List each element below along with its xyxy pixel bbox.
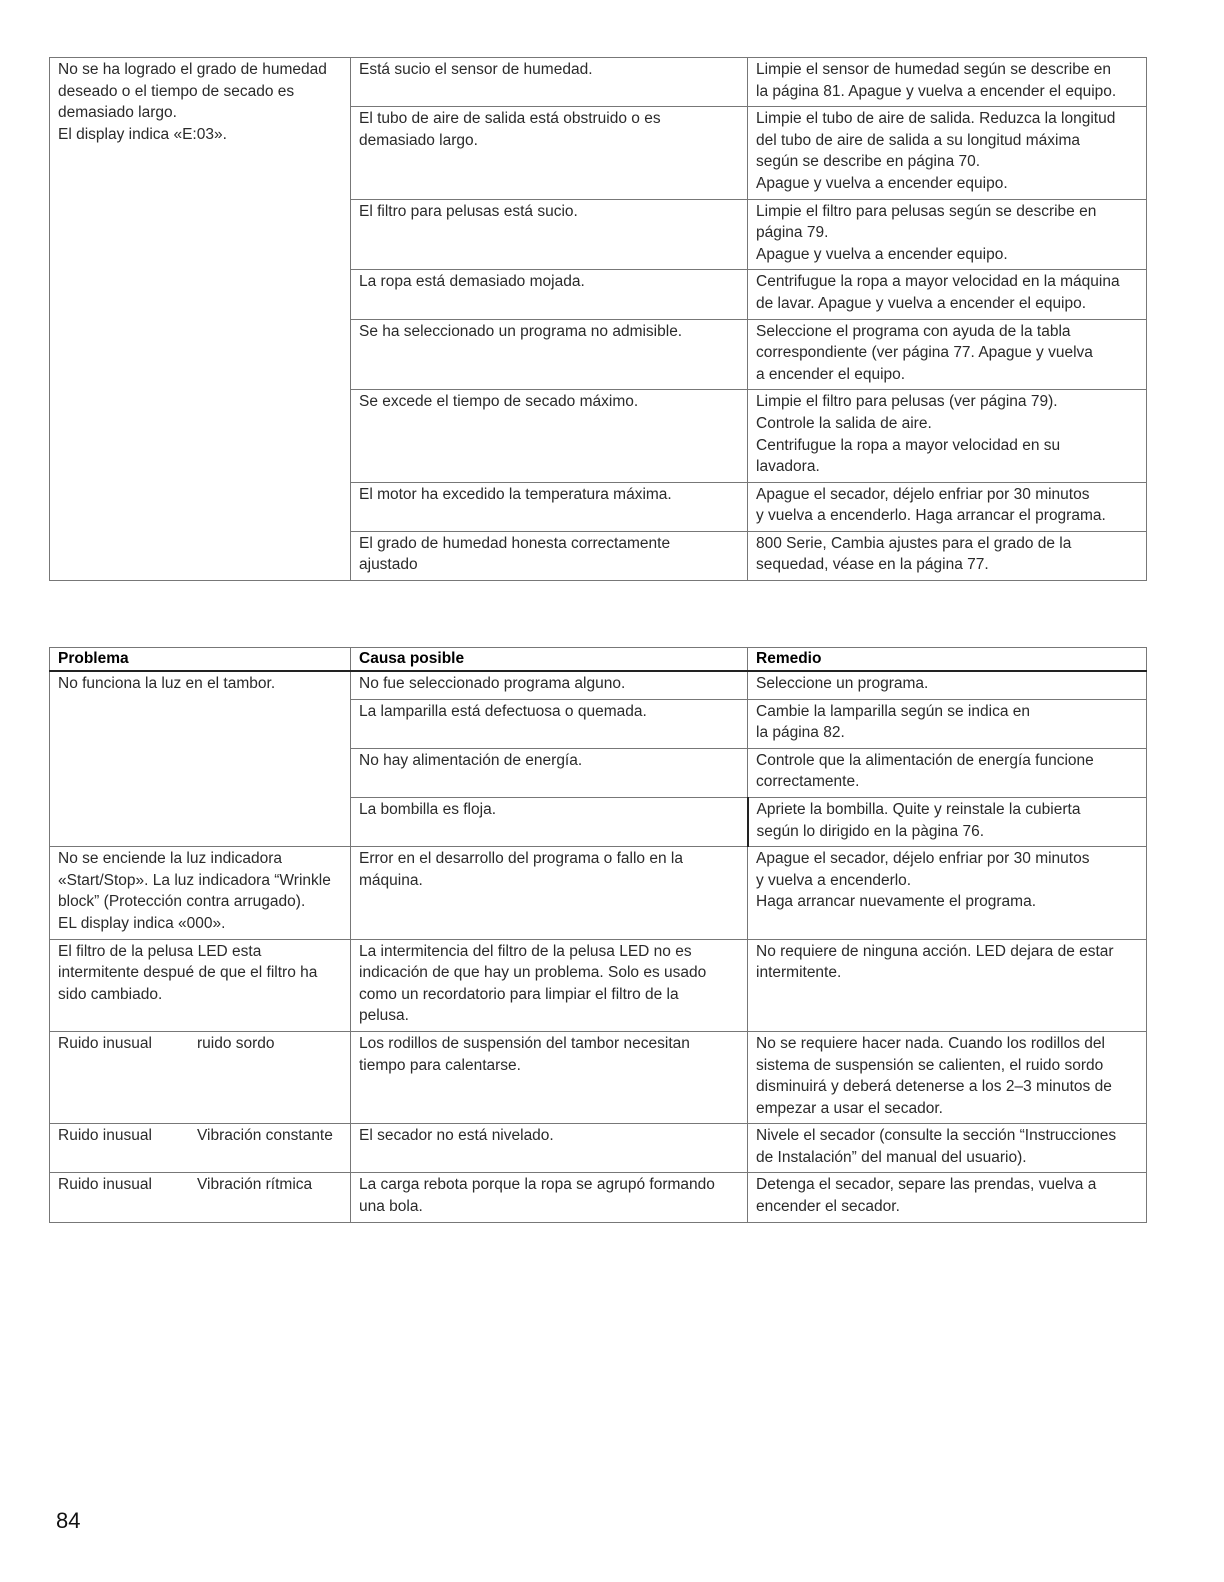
table-row	[50, 939, 1147, 1031]
table-header-row	[50, 648, 1147, 672]
remedy-cell: No se requiere hacer nada. Cuando los rodillos del sistema de suspensión se calienten, el ruido sordo disminuirá y deberá detenerse a los 2–3 minutos de empezar a usar el secador.	[748, 1031, 1147, 1123]
cause-cell: El secador no está nivelado.	[351, 1124, 748, 1173]
cause-cell: Se ha seleccionado un programa no admisible.	[351, 319, 748, 390]
problem-cell: El filtro de la pelusa LED esta intermitente despué de que el filtro ha sido cambiado.	[50, 939, 351, 1031]
remedy-cell: Seleccione el programa con ayuda de la tabla correspondiente (ver página 77. Apague y vuelva a encender el equipo.	[748, 319, 1147, 390]
problem-cell	[50, 1031, 351, 1123]
remedy-cell: Cambie la lamparilla según se indica en la página 82.	[748, 699, 1147, 748]
problem-cell	[50, 1173, 351, 1222]
cause-cell: No fue seleccionado programa alguno.	[351, 671, 748, 699]
cause-cell: No hay alimentación de energía.	[351, 748, 748, 797]
table-row	[50, 671, 1147, 699]
cause-cell: Está sucio el sensor de humedad.	[351, 58, 748, 107]
page-number: 84	[56, 1508, 81, 1533]
noise-label: Ruido inusual	[58, 1034, 152, 1052]
remedy-cell: Limpie el filtro para pelusas según se describe en página 79. Apague y vuelva a encender equipo.	[748, 199, 1147, 270]
noise-type: ruido sordo	[197, 1034, 275, 1052]
remedy-cell: Limpie el filtro para pelusas (ver página 79). Controle la salida de aire. Centrifugue la ropa a mayor velocidad en su lavadora.	[748, 390, 1147, 482]
remedy-cell: Limpie el tubo de aire de salida. Reduzca la longitud del tubo de aire de salida a su longitud máxima según se describe en página 70. Apague y vuelva a encender equipo.	[748, 107, 1147, 199]
table-row	[50, 1173, 1147, 1222]
remedy-cell: No requiere de ninguna acción. LED dejara de estar intermitente.	[748, 939, 1147, 1031]
problem-cell: No se ha logrado el grado de humedad deseado o el tiempo de secado es demasiado largo. El display indica «E:03».	[50, 58, 351, 581]
cause-cell: El tubo de aire de salida está obstruido o es demasiado largo.	[351, 107, 748, 199]
cause-cell: Se excede el tiempo de secado máximo.	[351, 390, 748, 482]
cause-cell: La intermitencia del filtro de la pelusa LED no es indicación de que hay un problema. Solo es usado como un recordatorio para limpiar el filtro de la pelusa.	[351, 939, 748, 1031]
cause-cell: Error en el desarrollo del programa o fallo en la máquina.	[351, 847, 748, 939]
remedy-cell: Apriete la bombilla. Quite y reinstale la cubierta según lo dirigido en la pàgina 76.	[748, 797, 1147, 846]
cause-cell: La lamparilla está defectuosa o quemada.	[351, 699, 748, 748]
cause-cell: La carga rebota porque la ropa se agrupó formando una bola.	[351, 1173, 748, 1222]
noise-type: Vibración constante	[197, 1127, 333, 1145]
table-row	[50, 1031, 1147, 1123]
cause-cell: La bombilla es floja.	[351, 797, 748, 846]
noise-label: Ruido inusual	[58, 1176, 152, 1194]
remedy-cell: Centrifugue la ropa a mayor velocidad en la máquina de lavar. Apague y vuelva a encender el equipo.	[748, 270, 1147, 319]
remedy-cell: 800 Serie, Cambia ajustes para el grado de la sequedad, véase en la página 77.	[748, 531, 1147, 580]
header-remedy: Remedio	[748, 648, 1147, 672]
remedy-cell: Apague el secador, déjelo enfriar por 30 minutos y vuelva a encenderlo. Haga arrancar nuevamente el programa.	[748, 847, 1147, 939]
remedy-cell: Controle que la alimentación de energía funcione correctamente.	[748, 748, 1147, 797]
problem-cell: No se enciende la luz indicadora «Start/Stop». La luz indicadora “Wrinkle block” (Protección contra arrugado). EL display indica «000».	[50, 847, 351, 939]
noise-type: Vibración rítmica	[197, 1176, 313, 1194]
problem-cell: No funciona la luz en el tambor.	[50, 671, 351, 847]
remedy-cell: Seleccione un programa.	[748, 671, 1147, 699]
remedy-cell: Limpie el sensor de humedad según se describe en la página 81. Apague y vuelva a encender el equipo.	[748, 58, 1147, 107]
remedy-cell: Nivele el secador (consulte la sección “Instrucciones de Instalación” del manual del usuario).	[748, 1124, 1147, 1173]
troubleshooting-table-humidity	[49, 57, 1147, 581]
remedy-cell: Apague el secador, déjelo enfriar por 30 minutos y vuelva a encenderlo. Haga arrancar el programa.	[748, 482, 1147, 531]
table-row	[50, 58, 1147, 107]
header-problem: Problema	[50, 648, 351, 672]
table-row	[50, 1124, 1147, 1173]
cause-cell: El filtro para pelusas está sucio.	[351, 199, 748, 270]
troubleshooting-table-main	[49, 647, 1147, 1223]
noise-label: Ruido inusual	[58, 1127, 152, 1145]
cause-cell: El grado de humedad honesta correctamente ajustado	[351, 531, 748, 580]
cause-cell: El motor ha excedido la temperatura máxima.	[351, 482, 748, 531]
header-cause: Causa posible	[351, 648, 748, 672]
problem-cell	[50, 1124, 351, 1173]
cause-cell: La ropa está demasiado mojada.	[351, 270, 748, 319]
cause-cell: Los rodillos de suspensión del tambor necesitan tiempo para calentarse.	[351, 1031, 748, 1123]
table-row	[50, 847, 1147, 939]
remedy-cell: Detenga el secador, separe las prendas, vuelva a encender el secador.	[748, 1173, 1147, 1222]
